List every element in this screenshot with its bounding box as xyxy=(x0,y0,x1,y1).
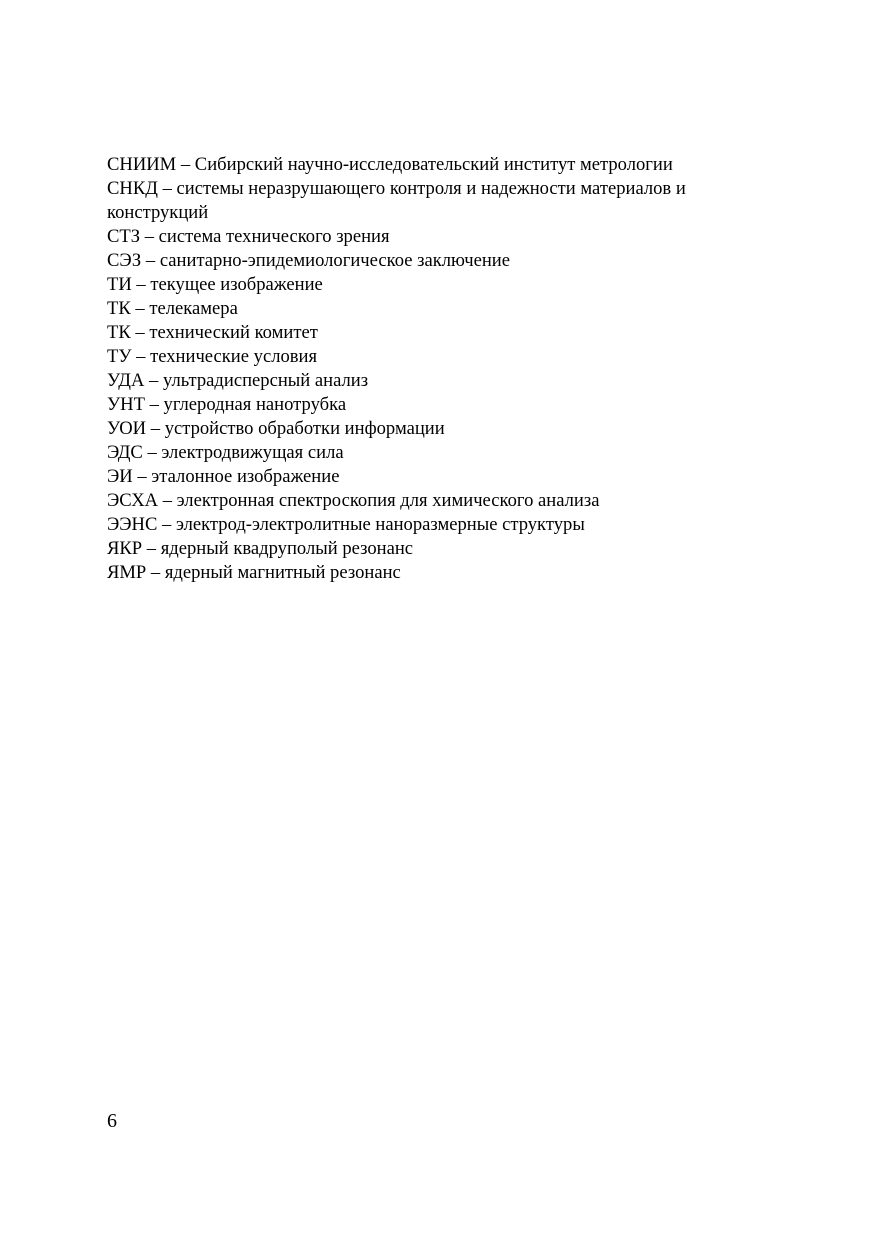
abbreviation-item: ЭСХА – электронная спектроскопия для химического анализа xyxy=(107,490,600,511)
abbreviation-item: СЭЗ – санитарно-эпидемиологическое заключение xyxy=(107,250,510,271)
abbreviation-item: СТЗ – система технического зрения xyxy=(107,226,390,247)
abbreviation-item: СНИИМ – Сибирский научно-исследовательский институт метрологии xyxy=(107,154,673,175)
abbreviation-item: СНКД – системы неразрушающего контроля и надежности материалов и конструкций xyxy=(107,178,686,223)
abbreviation-item: ЭИ – эталонное изображение xyxy=(107,466,340,487)
abbreviation-item: УНТ – углеродная нанотрубка xyxy=(107,394,347,415)
abbreviation-item: ЯМР – ядерный магнитный резонанс xyxy=(107,562,401,583)
abbreviation-item: ТК – технический комитет xyxy=(107,322,318,343)
abbreviation-item: УОИ – устройство обработки информации xyxy=(107,418,445,439)
abbreviation-item: ЭЭНС – электрод-электролитные наноразмерные структуры xyxy=(107,514,585,535)
abbreviation-item: ЭДС – электродвижущая сила xyxy=(107,442,344,463)
abbreviation-item: ТК – телекамера xyxy=(107,298,238,319)
abbreviation-item: ТУ – технические условия xyxy=(107,346,318,367)
abbreviation-item: УДА – ультрадисперсный анализ xyxy=(107,370,369,391)
page-number: 6 xyxy=(107,1110,117,1132)
abbreviation-list xyxy=(107,153,767,585)
abbreviation-item: ЯКР – ядерный квадруполый резонанс xyxy=(107,538,414,559)
abbreviation-item: ТИ – текущее изображение xyxy=(107,274,323,295)
